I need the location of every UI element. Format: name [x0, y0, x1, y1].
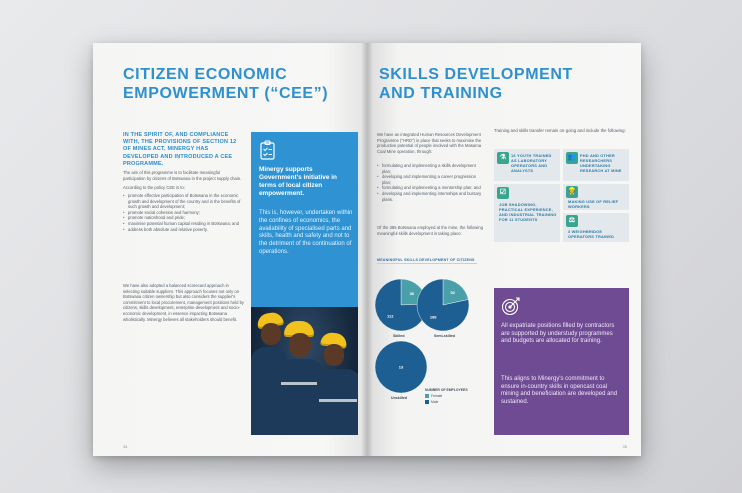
- tile-job-shadowing-text: JOB SHADOWING, PRACTICAL EXPERIENCE, AND INDUSTRIAL TRAINING FOR 11 STUDENTS: [499, 202, 557, 222]
- reflective-stripe: [281, 382, 321, 385]
- hrd-bullet: • developing and implementing internships and bursary plans.: [377, 191, 485, 202]
- pie-label-unskilled: Unskilled: [391, 396, 407, 400]
- cee-bullet-list: [123, 193, 245, 232]
- left-page: [93, 43, 367, 456]
- pie-value-semi-skilled-male: 189: [429, 314, 437, 320]
- panel-body: This is, however, undertaken within the confines of economics, the availability of specialised parts and skills, health and safety and not to the detriment of the continuation of operations.: [259, 210, 353, 255]
- reflective-stripe: [319, 399, 357, 402]
- pie-value-skilled-female: 36: [409, 291, 415, 297]
- researcher-icon: 👥: [566, 152, 578, 164]
- tile-relief-workers: [563, 184, 629, 210]
- right-page: [367, 43, 641, 456]
- tile-researchers: [563, 149, 629, 181]
- job-shadowing-icon: ☑: [497, 187, 509, 199]
- pie-value-semi-skilled-female: 52: [450, 290, 456, 296]
- tile-weighbridge: [563, 213, 629, 242]
- cee-para-aim: The aim of this programme is to facilitate meaningful participation by citizens of Botswana in the project supply chain.: [123, 170, 242, 181]
- cee-bullet: • address both absolute and relative poverty.: [123, 227, 245, 233]
- laboratory-icon: ⚗: [497, 152, 509, 164]
- book-gutter: [361, 43, 373, 456]
- left-title-line1: CITIZEN ECONOMIC: [123, 66, 288, 83]
- brochure-spread: [93, 43, 641, 456]
- left-page-title: [123, 65, 328, 103]
- legend-swatch-male: [425, 400, 429, 404]
- legend-label-female: Female: [431, 394, 443, 398]
- pie-label-skilled: Skilled: [393, 334, 405, 338]
- cee-lead-statement: IN THE SPIRIT OF, AND COMPLIANCE WITH, THE PROVISIONS OF SECTION 12 OF MINES ACT, MINERGY HAS DEVELOPED AND INTRODUCED A CEE PROGRAMME.: [123, 132, 237, 167]
- hrd-bullet: • formulating and implementing a mentorship plan; and: [377, 185, 485, 191]
- mine-workers-photo: [251, 307, 358, 435]
- tile-laboratory-text: 16 YOUTH TRAINED AS LABORATORY OPERATORS AND ANALYSTS: [511, 153, 552, 173]
- legend-swatch-female: [425, 394, 429, 398]
- tile-relief-workers-text: MAKING USE OF RELIEF WORKERS: [568, 199, 619, 209]
- cee-para-scorecard: We have also adopted a balanced scorecard approach in selecting suitable suppliers. This approach focuses not only on Botswana citizen ownership but also considers the supplier's commitment to local procurement, management positions held by citizens, skills development, enterprise development and socio-economic development, in essence impacting Botswana wholistically. Minergy believes all stakeholders should benefit.: [123, 283, 245, 322]
- worker-face: [324, 344, 344, 366]
- legend-title: NUMBER OF EMPLOYEES: [425, 388, 468, 392]
- cee-bullet: • promote effective participation of Botswana in the economic growth and development of the country and in the benefits of such growth and development;: [123, 193, 245, 210]
- tile-researchers-text: PHD AND OTHER RESEARCHERS UNDERTAKING RESEARCH AT MINE: [580, 153, 622, 173]
- cee-bullet: • promote nationhood and pride;: [123, 215, 245, 221]
- weighbridge-icon: ⚖: [566, 215, 578, 227]
- worker-face: [289, 333, 311, 357]
- legend-item-male: [425, 400, 438, 404]
- target-icon: [501, 296, 521, 316]
- training-intro: Training and skills transfer remain on-going and include the following:: [494, 128, 626, 133]
- pie-value-skilled-male: 112: [386, 313, 394, 319]
- citizen-empowerment-panel: [251, 132, 358, 435]
- pie-value-unskilled-male: 13: [398, 364, 404, 370]
- page-number-right: 35: [622, 444, 627, 449]
- purple-para-1: All expatriate positions filled by contractors are supported by understudy programmes and budgets are allocated for training.: [501, 323, 615, 345]
- panel-quote: Minergy supports Government's initiative in terms of local citizen empowerment.: [259, 166, 337, 197]
- right-title-line1: SKILLS DEVELOPMENT: [379, 66, 573, 83]
- legend-item-female: [425, 394, 442, 398]
- clipboard-icon: [259, 140, 277, 160]
- left-title-line2: EMPOWERMENT (“CEE”): [123, 85, 329, 102]
- tile-laboratory: [494, 149, 560, 181]
- hrd-bullet: • formulating and implementing a skills development plan;: [377, 163, 485, 174]
- cee-bullet: • promote social cohesion and harmony;: [123, 210, 245, 216]
- page-number-left: 34: [123, 444, 128, 449]
- cee-para-policy: According to the policy CEE is to:: [123, 185, 185, 190]
- worker-face: [261, 323, 281, 345]
- expatriate-positions-panel: [494, 288, 629, 435]
- cee-bullet: • maximise potential human capital residing in Botswana; and: [123, 221, 245, 227]
- purple-para-2: This aligns to Minergy's commitment to ensure in-country skills in opencast coal mining and beneficiation are developed and sustained.: [501, 376, 618, 405]
- pie-label-semi-skilled: Semi-skilled: [434, 334, 455, 338]
- worker-body: [317, 369, 358, 435]
- hrd-outro: Of the 385 Botswana employed at the mine, the following meaningful skills development is taking place:: [377, 225, 483, 236]
- chart-title: MEANINGFUL SKILLS DEVELOPMENT OF CITIZENS: [377, 258, 475, 262]
- relief-workers-icon: 👷: [566, 186, 578, 198]
- legend-label-male: Male: [431, 400, 439, 404]
- hrd-intro: We have an integrated Human Resources Development Programme ("HRD") in place that seeks to maximise the productive potential of people involved with the Masama Coal Mine operation, through:: [377, 132, 482, 154]
- hrd-bullet: • developing and implementing a career progression plan;: [377, 174, 485, 185]
- tile-weighbridge-text: 3 WEIGHBRIDGE OPERATORS TRAINED: [568, 229, 615, 239]
- right-title-line2: AND TRAINING: [379, 85, 503, 102]
- tile-job-shadowing: [494, 184, 560, 242]
